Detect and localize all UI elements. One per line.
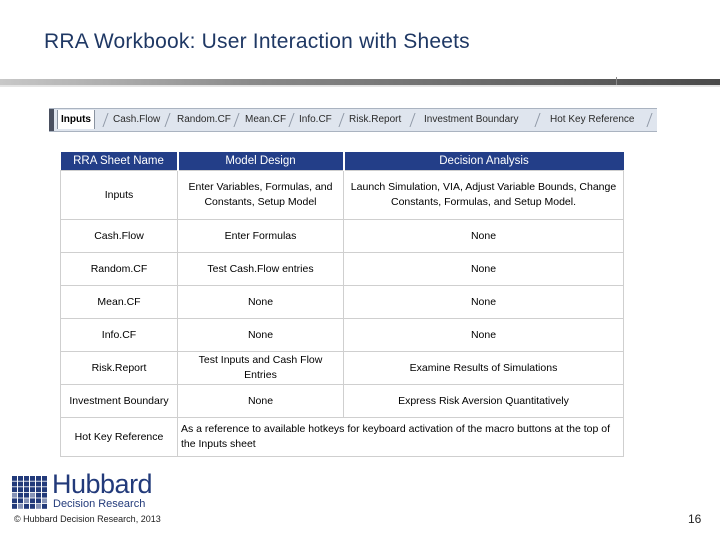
tab-separator: [646, 113, 652, 127]
cell-decision-analysis: Express Risk Aversion Quantitatively: [344, 385, 624, 418]
tab-separator: [338, 113, 344, 127]
cell-decision-analysis: Launch Simulation, VIA, Adjust Variable Bounds, Change Constants, Formulas, and Setup Model.: [344, 171, 624, 220]
header-sheet-name: RRA Sheet Name: [61, 152, 178, 171]
tab-separator: [102, 113, 108, 127]
cell-merged-description: As a reference to available hotkeys for keyboard activation of the macro buttons at the top of the Inputs sheet: [178, 418, 624, 457]
cell-sheet-name: Hot Key Reference: [61, 418, 178, 457]
table-row: [61, 319, 624, 352]
slide-title: RRA Workbook: User Interaction with Sheets: [44, 30, 470, 53]
tab-random-cf[interactable]: Random.CF: [177, 114, 231, 125]
cell-sheet-name: Random.CF: [61, 253, 178, 286]
table-row: [61, 220, 624, 253]
cell-model-design: Enter Variables, Formulas, and Constants, Setup Model: [178, 171, 344, 220]
tab-hot-key-reference[interactable]: Hot Key Reference: [550, 114, 635, 125]
cell-sheet-name: Risk.Report: [61, 352, 178, 385]
tab-separator: [288, 113, 294, 127]
copyright-text: © Hubbard Decision Research, 2013: [14, 514, 161, 524]
table-row: [61, 171, 624, 220]
table-row: [61, 352, 624, 385]
cell-decision-analysis: Examine Results of Simulations: [344, 352, 624, 385]
table-row: [61, 418, 624, 457]
tab-strip-edge: [49, 109, 54, 131]
hubbard-logo: [12, 469, 172, 514]
header-model-design: Model Design: [178, 152, 344, 171]
hubbard-grid-logo-icon: [12, 476, 48, 510]
tab-separator: [409, 113, 415, 127]
page-number: 16: [688, 512, 702, 526]
cell-decision-analysis: None: [344, 253, 624, 286]
cell-model-design: None: [178, 319, 344, 352]
tab-info-cf[interactable]: Info.CF: [299, 114, 332, 125]
cell-sheet-name: Cash.Flow: [61, 220, 178, 253]
title-divider-shadow: [0, 85, 720, 87]
tab-risk-report[interactable]: Risk.Report: [349, 114, 402, 125]
sheet-interaction-table: [60, 152, 624, 457]
cell-decision-analysis: None: [344, 220, 624, 253]
tab-separator: [233, 113, 239, 127]
table-row: [61, 286, 624, 319]
table-header-row: [61, 152, 624, 171]
cell-sheet-name: Investment Boundary: [61, 385, 178, 418]
logo-subtitle: Decision Research: [53, 498, 146, 510]
cell-sheet-name: Info.CF: [61, 319, 178, 352]
header-decision-analysis: Decision Analysis: [344, 152, 624, 171]
cell-model-design: Test Cash.Flow entries: [178, 253, 344, 286]
sheet-tab-strip: [49, 108, 657, 132]
cell-model-design: Test Inputs and Cash Flow Entries: [178, 352, 344, 385]
tab-mean-cf[interactable]: Mean.CF: [245, 114, 287, 125]
table-row: [61, 253, 624, 286]
cell-model-design: Enter Formulas: [178, 220, 344, 253]
title-divider-tick: [616, 77, 617, 85]
cell-sheet-name: Inputs: [61, 171, 178, 220]
cell-model-design: None: [178, 286, 344, 319]
cell-decision-analysis: None: [344, 286, 624, 319]
tab-inputs[interactable]: Inputs: [57, 110, 95, 129]
tab-cash-flow[interactable]: Cash.Flow: [113, 114, 161, 125]
tab-separator: [534, 113, 540, 127]
cell-model-design: None: [178, 385, 344, 418]
logo-name: Hubbard: [52, 469, 153, 499]
tab-separator: [164, 113, 170, 127]
table-row: [61, 385, 624, 418]
cell-decision-analysis: None: [344, 319, 624, 352]
tab-investment-boundary[interactable]: Investment Boundary: [424, 114, 519, 125]
cell-sheet-name: Mean.CF: [61, 286, 178, 319]
